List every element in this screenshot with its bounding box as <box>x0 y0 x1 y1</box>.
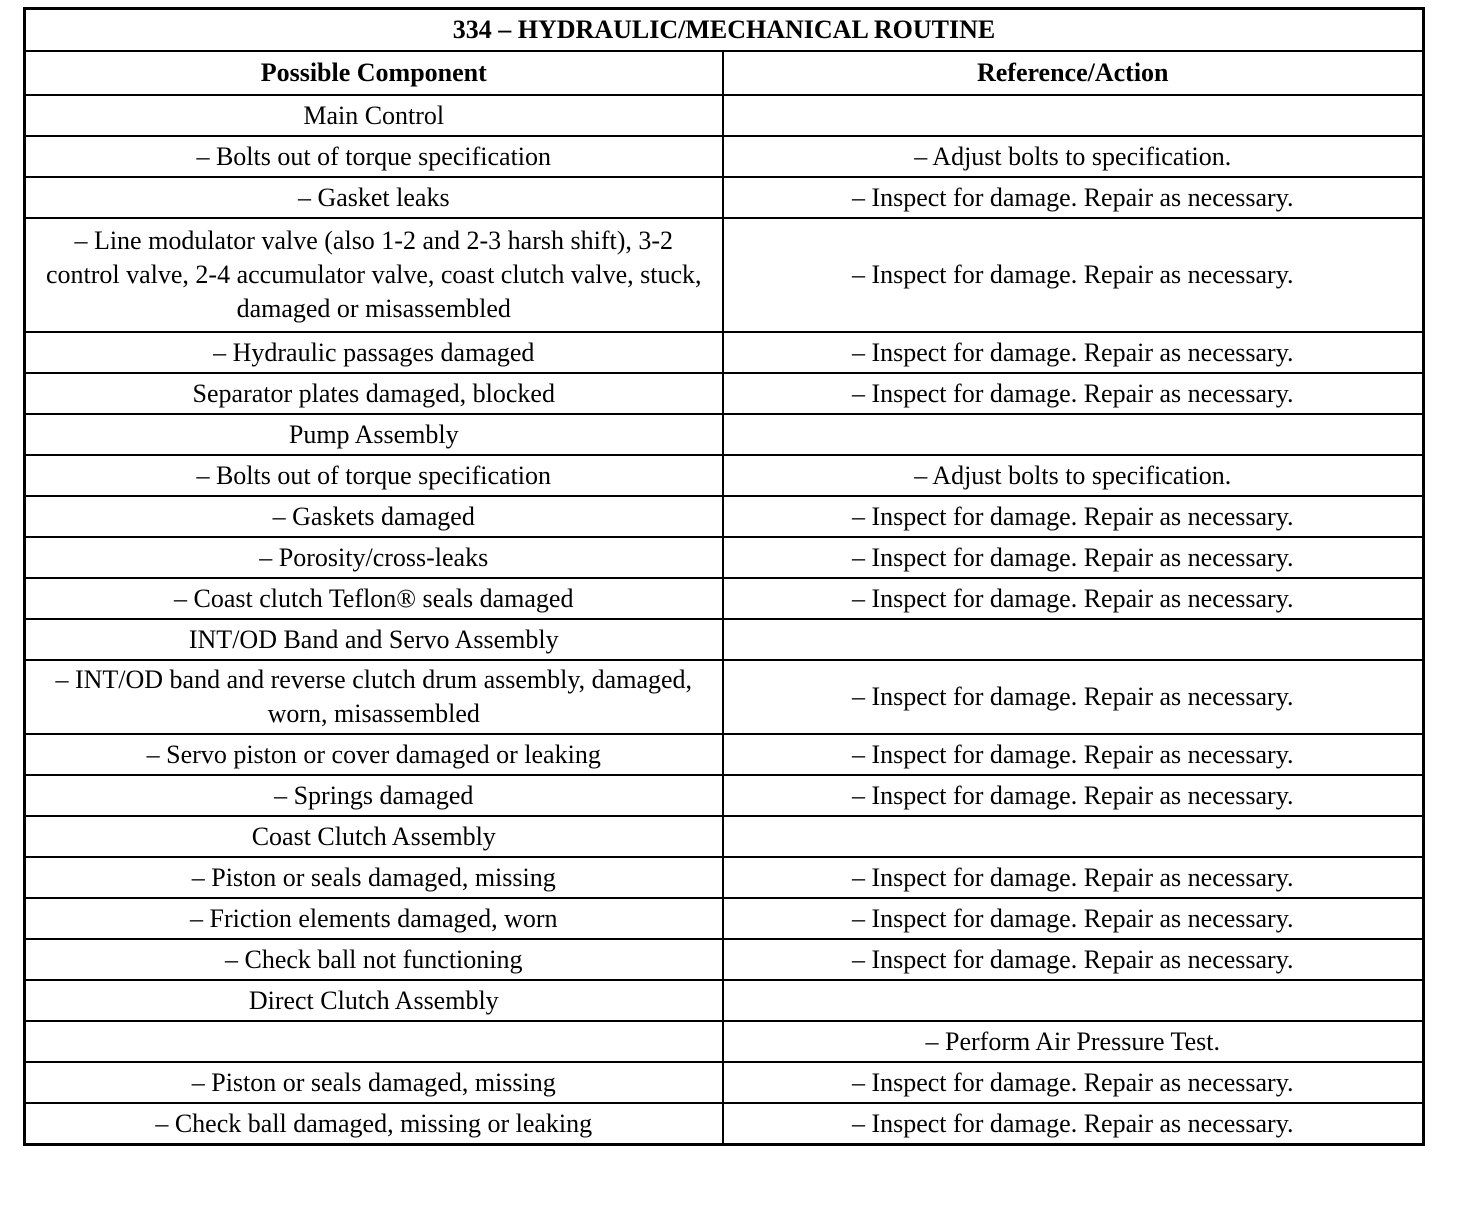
table-row <box>25 455 1424 496</box>
action-cell: – Inspect for damage. Repair as necessary. <box>723 898 1424 939</box>
table-row <box>25 537 1424 578</box>
table-row <box>25 619 1424 660</box>
action-cell <box>723 980 1424 1021</box>
component-cell: – Porosity/cross-leaks <box>25 537 723 578</box>
component-cell: – Gaskets damaged <box>25 496 723 537</box>
table-row <box>25 496 1424 537</box>
action-cell: – Inspect for damage. Repair as necessary. <box>723 775 1424 816</box>
table-row <box>25 373 1424 414</box>
action-cell: – Inspect for damage. Repair as necessary. <box>723 1062 1424 1103</box>
component-cell: – INT/OD band and reverse clutch drum assembly, damaged, worn, misassembled <box>25 660 723 734</box>
table-row <box>25 980 1424 1021</box>
action-cell: – Adjust bolts to specification. <box>723 455 1424 496</box>
component-cell: – Check ball damaged, missing or leaking <box>25 1103 723 1145</box>
action-cell: – Inspect for damage. Repair as necessary. <box>723 373 1424 414</box>
component-cell: – Gasket leaks <box>25 177 723 218</box>
component-cell: Coast Clutch Assembly <box>25 816 723 857</box>
component-cell: – Coast clutch Teflon® seals damaged <box>25 578 723 619</box>
action-cell: – Inspect for damage. Repair as necessary. <box>723 857 1424 898</box>
table-row <box>25 939 1424 980</box>
table-row <box>25 578 1424 619</box>
component-cell: – Check ball not functioning <box>25 939 723 980</box>
column-header-component: Possible Component <box>25 51 723 95</box>
component-cell: Pump Assembly <box>25 414 723 455</box>
action-cell <box>723 95 1424 136</box>
table-row <box>25 660 1424 734</box>
action-cell: – Inspect for damage. Repair as necessary. <box>723 496 1424 537</box>
action-cell: – Inspect for damage. Repair as necessary. <box>723 660 1424 734</box>
table-row <box>25 218 1424 332</box>
action-cell: – Inspect for damage. Repair as necessary. <box>723 1103 1424 1145</box>
component-cell: Separator plates damaged, blocked <box>25 373 723 414</box>
action-cell: – Inspect for damage. Repair as necessary. <box>723 939 1424 980</box>
component-cell: – Bolts out of torque specification <box>25 455 723 496</box>
action-cell: – Inspect for damage. Repair as necessary. <box>723 537 1424 578</box>
component-cell: – Hydraulic passages damaged <box>25 332 723 373</box>
table-row <box>25 332 1424 373</box>
table-row <box>25 177 1424 218</box>
action-cell: – Perform Air Pressure Test. <box>723 1021 1424 1062</box>
table-row <box>25 136 1424 177</box>
table-row <box>25 1062 1424 1103</box>
component-cell: Main Control <box>25 95 723 136</box>
component-cell: – Piston or seals damaged, missing <box>25 857 723 898</box>
table-row <box>25 734 1424 775</box>
action-cell: – Inspect for damage. Repair as necessary. <box>723 734 1424 775</box>
table-row <box>25 898 1424 939</box>
table-row <box>25 95 1424 136</box>
action-cell <box>723 816 1424 857</box>
action-cell: – Inspect for damage. Repair as necessary. <box>723 177 1424 218</box>
component-cell: – Piston or seals damaged, missing <box>25 1062 723 1103</box>
component-cell: INT/OD Band and Servo Assembly <box>25 619 723 660</box>
table-row <box>25 816 1424 857</box>
table-title: 334 – HYDRAULIC/MECHANICAL ROUTINE <box>25 9 1424 52</box>
action-cell <box>723 414 1424 455</box>
table-row <box>25 775 1424 816</box>
table-row <box>25 1103 1424 1145</box>
table-row <box>25 857 1424 898</box>
action-cell <box>723 619 1424 660</box>
component-cell <box>25 1021 723 1062</box>
table-row <box>25 414 1424 455</box>
component-cell: – Springs damaged <box>25 775 723 816</box>
component-cell: – Bolts out of torque specification <box>25 136 723 177</box>
action-cell: – Adjust bolts to specification. <box>723 136 1424 177</box>
action-cell: – Inspect for damage. Repair as necessary. <box>723 578 1424 619</box>
hydraulic-mechanical-routine-table <box>23 7 1425 1146</box>
component-cell: – Servo piston or cover damaged or leaking <box>25 734 723 775</box>
action-cell: – Inspect for damage. Repair as necessary. <box>723 332 1424 373</box>
component-cell: – Line modulator valve (also 1-2 and 2-3 harsh shift), 3-2 control valve, 2-4 accumulator valve, coast clutch valve, stuck, damaged or misassembled <box>25 218 723 332</box>
component-cell: – Friction elements damaged, worn <box>25 898 723 939</box>
column-header-action: Reference/Action <box>723 51 1424 95</box>
action-cell: – Inspect for damage. Repair as necessary. <box>723 218 1424 332</box>
table-row <box>25 1021 1424 1062</box>
component-cell: Direct Clutch Assembly <box>25 980 723 1021</box>
